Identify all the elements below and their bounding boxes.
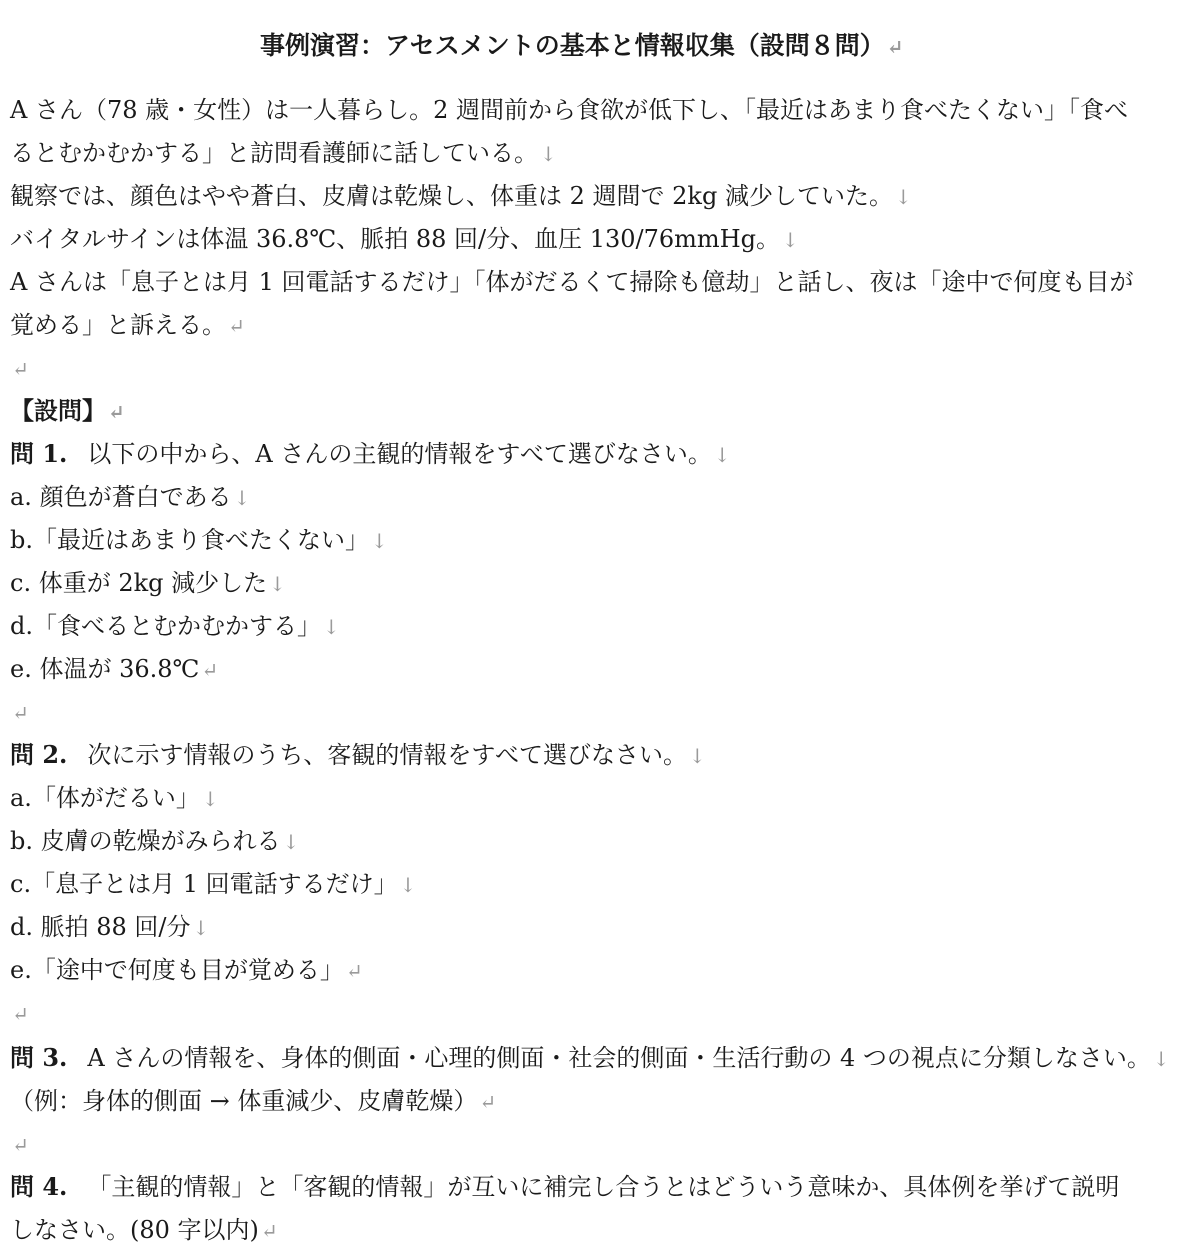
case-line-5: A さんは「息子とは月 1 回電話するだけ」「体がだるくて掃除も億劫」と話し、夜は「途中で何度も目が <box>10 268 1134 296</box>
paragraph-mark: ↵ <box>12 357 29 381</box>
question-label: 問 4. <box>10 1172 68 1201</box>
paragraph-mark: ↵ <box>12 1133 29 1157</box>
line-break-mark: ↓ <box>540 142 557 166</box>
line-break-mark: ↓ <box>201 787 219 811</box>
q2-option-b: b. 皮膚の乾燥がみられる ↓ <box>10 827 300 855</box>
q3-example: （例：身体的側面 → 体重減少、皮膚乾燥） ↵ <box>10 1087 497 1115</box>
line-break-mark: ↓ <box>192 916 210 940</box>
question-4-continued: しなさい。(80 字以内) ↵ <box>10 1216 278 1244</box>
question-1: 問 1. 以下の中から、A さんの主観的情報をすべて選びなさい。 ↓ <box>10 439 731 468</box>
case-line-4: バイタルサインは体温 36.8℃、脈拍 88 回/分、血圧 130/76mmHg。 ↓ <box>10 225 799 253</box>
q1-option-a: a. 顔色が蒼白である ↓ <box>10 483 251 511</box>
case-line-3: 観察では、顔色はやや蒼白、皮膚は乾燥し、体重は 2 週間で 2kg 減少していた。 ↓ <box>10 182 912 210</box>
empty-paragraph <box>10 1124 29 1164</box>
question-4: 問 4. 「主観的情報」と「客観的情報」が互いに補完し合うとはどういう意味か、具体例を挙げて説明 <box>10 1172 1120 1201</box>
q2-option-a: a.「体がだるい」 ↓ <box>10 784 219 812</box>
paragraph-mark: ↵ <box>479 1090 497 1114</box>
q2-option-c: c.「息子とは月 1 回電話するだけ」 ↓ <box>10 870 417 898</box>
line-break-mark: ↓ <box>323 615 340 639</box>
question-label: 問 2. <box>10 740 68 769</box>
paragraph-mark: ↵ <box>886 35 904 59</box>
paragraph-mark: ↵ <box>12 701 29 725</box>
paragraph-mark: ↵ <box>201 658 219 682</box>
paragraph-mark: ↵ <box>108 400 125 424</box>
empty-paragraph <box>10 692 29 732</box>
empty-paragraph <box>10 348 29 388</box>
line-break-mark: ↓ <box>1152 1047 1170 1071</box>
paragraph-mark: ↵ <box>12 1002 29 1026</box>
line-break-mark: ↓ <box>782 228 799 252</box>
line-break-mark: ↓ <box>269 572 286 596</box>
paragraph-mark: ↵ <box>228 314 245 338</box>
question-label: 問 1. <box>10 439 68 468</box>
q1-option-c: c. 体重が 2kg 減少した ↓ <box>10 569 286 597</box>
line-break-mark: ↓ <box>688 744 706 768</box>
case-line-1: A さん（78 歳・女性）は一人暮らし。2 週間前から食欲が低下し、「最近はあまり食べたくない」「食べ <box>10 96 1129 124</box>
line-break-mark: ↓ <box>282 830 300 854</box>
q2-option-e: e.「途中で何度も目が覚める」 ↵ <box>10 956 363 984</box>
question-2: 問 2. 次に示す情報のうち、客観的情報をすべて選びなさい。 ↓ <box>10 740 706 769</box>
q1-option-e: e. 体温が 36.8℃ ↵ <box>10 655 219 683</box>
line-break-mark: ↓ <box>371 529 388 553</box>
paragraph-mark: ↵ <box>260 1219 278 1243</box>
line-break-mark: ↓ <box>894 185 912 209</box>
line-break-mark: ↓ <box>233 486 251 510</box>
paragraph-mark: ↵ <box>345 959 363 983</box>
case-line-2: るとむかむかする」と訪問看護師に話している。 ↓ <box>10 139 557 167</box>
q1-option-b: b.「最近はあまり食べたくない」 ↓ <box>10 526 388 554</box>
section-heading: 【設問】 ↵ <box>10 396 125 425</box>
line-break-mark: ↓ <box>713 443 731 467</box>
document-title: 事例演習：アセスメントの基本と情報収集（設問８問） ↵ <box>260 31 904 60</box>
question-label: 問 3. <box>10 1043 68 1072</box>
q2-option-d: d. 脈拍 88 回/分 ↓ <box>10 913 210 941</box>
line-break-mark: ↓ <box>399 873 417 897</box>
question-3: 問 3. A さんの情報を、身体的側面・心理的側面・社会的側面・生活行動の 4 つの視点に分類しなさい。 ↓ <box>10 1043 1170 1072</box>
case-line-6: 覚める」と訴える。 ↵ <box>10 311 245 339</box>
q1-option-d: d.「食べるとむかむかする」 ↓ <box>10 612 340 640</box>
empty-paragraph <box>10 993 29 1033</box>
